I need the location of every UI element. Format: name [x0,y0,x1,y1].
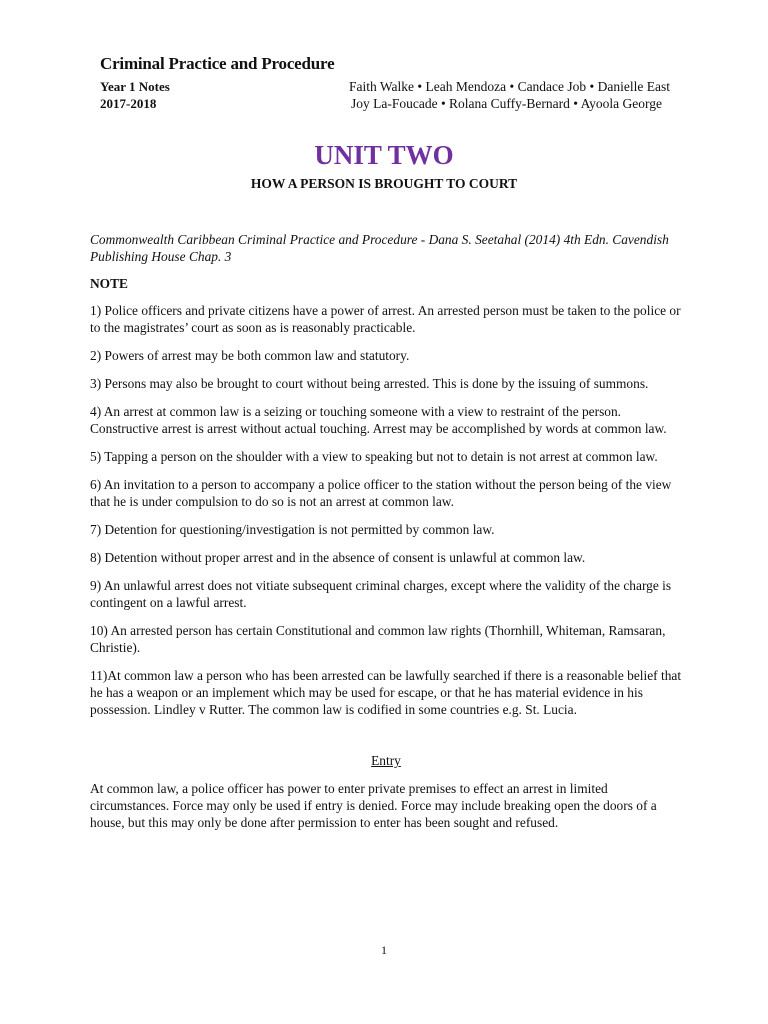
authors-line-2: Joy La-Foucade • Rolana Cuffy-Bernard • Ayoola George [350,96,662,111]
year-label: Year 1 Notes [100,79,170,94]
unit-title: UNIT TWO [314,140,454,170]
note-item: 2) Powers of arrest may be both common law and statutory. [90,348,410,363]
note-heading: NOTE [90,276,128,291]
unit-subtitle: HOW A PERSON IS BROUGHT TO COURT [250,176,518,191]
note-item: 11)At common law a person who has been arrested can be lawfully searched if there is a reasonable belief that he has a weapon or an implement which may be used for escape, or that he has material evidence in his possession. Lindley v Rutter. The common law is codified in some countries e.g. St. Lucia. [90,668,682,717]
citation: Commonwealth Caribbean Criminal Practice and Procedure - Dana S. Seetahal (2014) 4th Edn. Cavendish Publishing House Chap. 3 [90,232,669,264]
note-item: 4) An arrest at common law is a seizing or touching someone with a view to restraint of the person. Constructive arrest is arrest without actual touching. Arrest may be accomplished by words at common law. [90,404,667,436]
note-item: 9) An unlawful arrest does not vitiate subsequent criminal charges, except where the validity of the charge is contingent on a lawful arrest. [90,578,672,610]
document-body [90,231,682,831]
year-range: 2017-2018 [100,96,157,111]
note-item: 7) Detention for questioning/investigation is not permitted by common law. [90,522,495,537]
note-item: 3) Persons may also be brought to court without being arrested. This is done by the issuing of summons. [90,376,649,391]
course-title: Criminal Practice and Procedure [100,54,335,73]
header-left-block [100,78,170,112]
entry-paragraph: At common law, a police officer has power to enter private premises to effect an arrest in limited circumstances. Force may only be used if entry is denied. Force may include breaking open the doors of a house, but this may only be done after permission to enter has been sought and refused. [90,781,657,830]
note-item: 5) Tapping a person on the shoulder with a view to speaking but not to detain is not arrest at common law. [90,449,658,464]
note-item: 8) Detention without proper arrest and in the absence of consent is unlawful at common law. [90,550,586,565]
entry-heading: Entry [371,753,401,768]
note-item: 10) An arrested person has certain Constitutional and common law rights (Thornhill, Whiteman, Ramsaran, Christie). [90,623,666,655]
authors-line-1: Faith Walke • Leah Mendoza • Candace Job • Danielle East [349,79,670,94]
note-item: 6) An invitation to a person to accompany a police officer to the station without the person being of the view that he is under compulsion to do so is not an arrest at common law. [90,477,672,509]
page-number: 1 [381,943,387,957]
authors-block [300,78,670,112]
note-item: 1) Police officers and private citizens have a power of arrest. An arrested person must be taken to the police or to the magistrates’ court as soon as is reasonably practicable. [90,303,681,335]
